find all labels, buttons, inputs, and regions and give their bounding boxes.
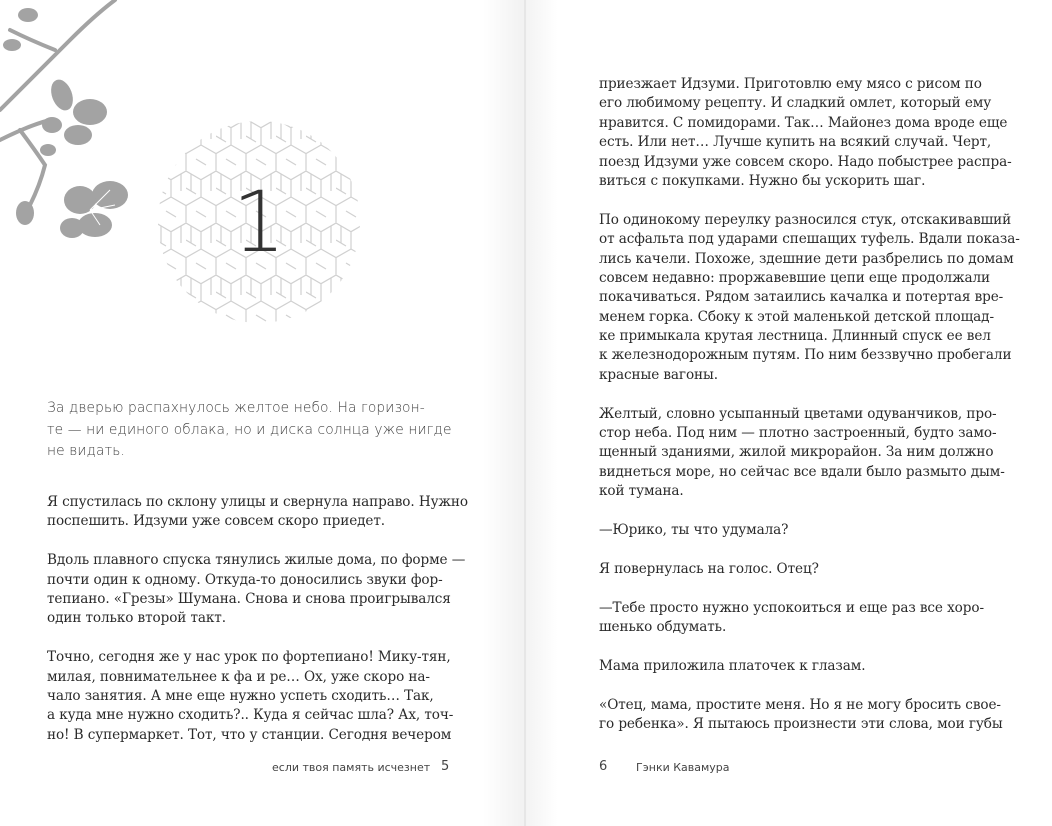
page-number-left: 5 [441, 759, 450, 774]
text-line: Я повернулась на голос. Отец? [599, 560, 819, 577]
text-line: но! В супермаркет. Тот, что у станции. Сегодня вечером [47, 726, 452, 743]
text-line: виться с покупками. Нужно бы ускорить шаг. [599, 172, 926, 189]
paragraph [599, 211, 1020, 386]
text-line: поспешить. Идзуми уже совсем скоро приедет. [47, 513, 386, 530]
text-line: «Отец, мама, простите меня. Но я не могу бросить свое- [599, 696, 1001, 713]
text-line: По одинокому переулку разносился стук, отскакивавший [599, 211, 1012, 228]
text-line: стор неба. Под ним — плотно застроенный, будто замо- [599, 425, 997, 442]
paragraph [47, 551, 466, 629]
text-line: чало занятия. А мне еще нужно успеть сходить… Так, [47, 687, 434, 704]
text-line: —Юрико, ты что удумала? [599, 521, 789, 538]
paragraph [47, 493, 468, 532]
paragraph [599, 521, 971, 540]
chapter-emblem [156, 119, 362, 325]
right-page [526, 0, 1052, 826]
text-line: Я спустилась по склону улицы и свернула направо. Нужно [47, 494, 468, 510]
paragraph [599, 405, 1005, 502]
text-line: щенный зданиями, жилой микрорайон. За ним должно [599, 444, 994, 461]
text-line: Мама приложила платочек к глазам. [599, 657, 866, 674]
text-line: один только второй такт. [47, 610, 226, 627]
text-line: —Тебе просто нужно успокоиться и еще раз все хоро- [599, 599, 984, 616]
text-line: к железнодорожным путям. По ним беззвучно пробегали [599, 347, 1012, 364]
text-line: поезд Идзуми уже совсем скоро. Надо побыстрее распра- [599, 153, 1012, 170]
paragraph [599, 560, 971, 579]
cherry-blossom-illustration [0, 0, 140, 250]
text-line: красные вагоны. [599, 366, 718, 383]
paragraph [599, 657, 971, 676]
text-line: от асфальта под ударами спешащих туфель. Вдали показа- [599, 231, 1020, 248]
text-line: Вдоль плавного спуска тянулись жилые дома, по форме — [47, 552, 466, 569]
chapter-intro [47, 398, 452, 482]
text-line: почти один к одному. Откуда-то доносились звуки фор- [47, 571, 443, 588]
text-line: ке примыкала крутая лестница. Длинный спуск ее вел [599, 328, 991, 345]
chapter-number: 1 [232, 173, 286, 271]
left-page [0, 0, 525, 826]
paragraph [47, 398, 452, 463]
paragraph [599, 696, 1003, 735]
text-line: совсем недавно: проржавевшие цепи еще продолжали [599, 269, 990, 286]
text-line: менем горка. Сбоку к этой маленькой детской площад- [599, 308, 994, 325]
page-number-right: 6 [599, 759, 608, 774]
text-line: есть. Или нет… Лучше купить на всякий случай. Черт, [599, 134, 992, 151]
text-line: Желтый, словно усыпанный цветами одуванчиков, про- [599, 405, 997, 422]
text-line: приезжает Идзуми. Приготовлю ему мясо с рисом по [599, 76, 982, 92]
text-line: виднеться море, но сейчас все вдали было размыто дым- [599, 463, 1005, 480]
text-line: нравится. С помидорами. Так… Майонез дома вроде еще [599, 114, 1008, 131]
text-line: покачиваться. Рядом затаились качалка и потертая вре- [599, 289, 1004, 306]
running-title: если твоя память исчезнет [272, 761, 431, 774]
text-line: За дверью распахнулось желтое небо. На горизон- [47, 400, 425, 416]
paragraph [47, 648, 454, 745]
text-line: лись качели. Похоже, здешние дети разбрелись по домам [599, 250, 1014, 267]
text-line: а куда мне нужно сходить?.. Куда я сейчас шла? Ах, точ- [47, 707, 454, 724]
left-body-text [47, 493, 468, 764]
text-line: милая, повнимательнее к фа и ре… Ох, уже скоро на- [47, 668, 430, 685]
text-line: тепиано. «Грезы» Шумана. Снова и снова проигрывался [47, 590, 451, 607]
paragraph [599, 75, 1012, 191]
running-author: Гэнки Кавамура [636, 761, 730, 774]
text-line: го ребенка». Я пытаюсь произнести эти слова, мои губы [599, 715, 1003, 732]
text-line: его любимому рецепту. И сладкий омлет, который ему [599, 95, 992, 112]
text-line: не видать. [47, 443, 125, 459]
text-line: Точно, сегодня же у нас урок по фортепиано! Мику-тян, [47, 649, 451, 666]
text-line: шенько обдумать. [599, 618, 727, 635]
right-body-text [599, 75, 1020, 754]
text-line: те — ни единого облака, но и диска солнца уже нигде [47, 421, 452, 438]
text-line: кой тумана. [599, 483, 684, 500]
paragraph [599, 599, 984, 638]
